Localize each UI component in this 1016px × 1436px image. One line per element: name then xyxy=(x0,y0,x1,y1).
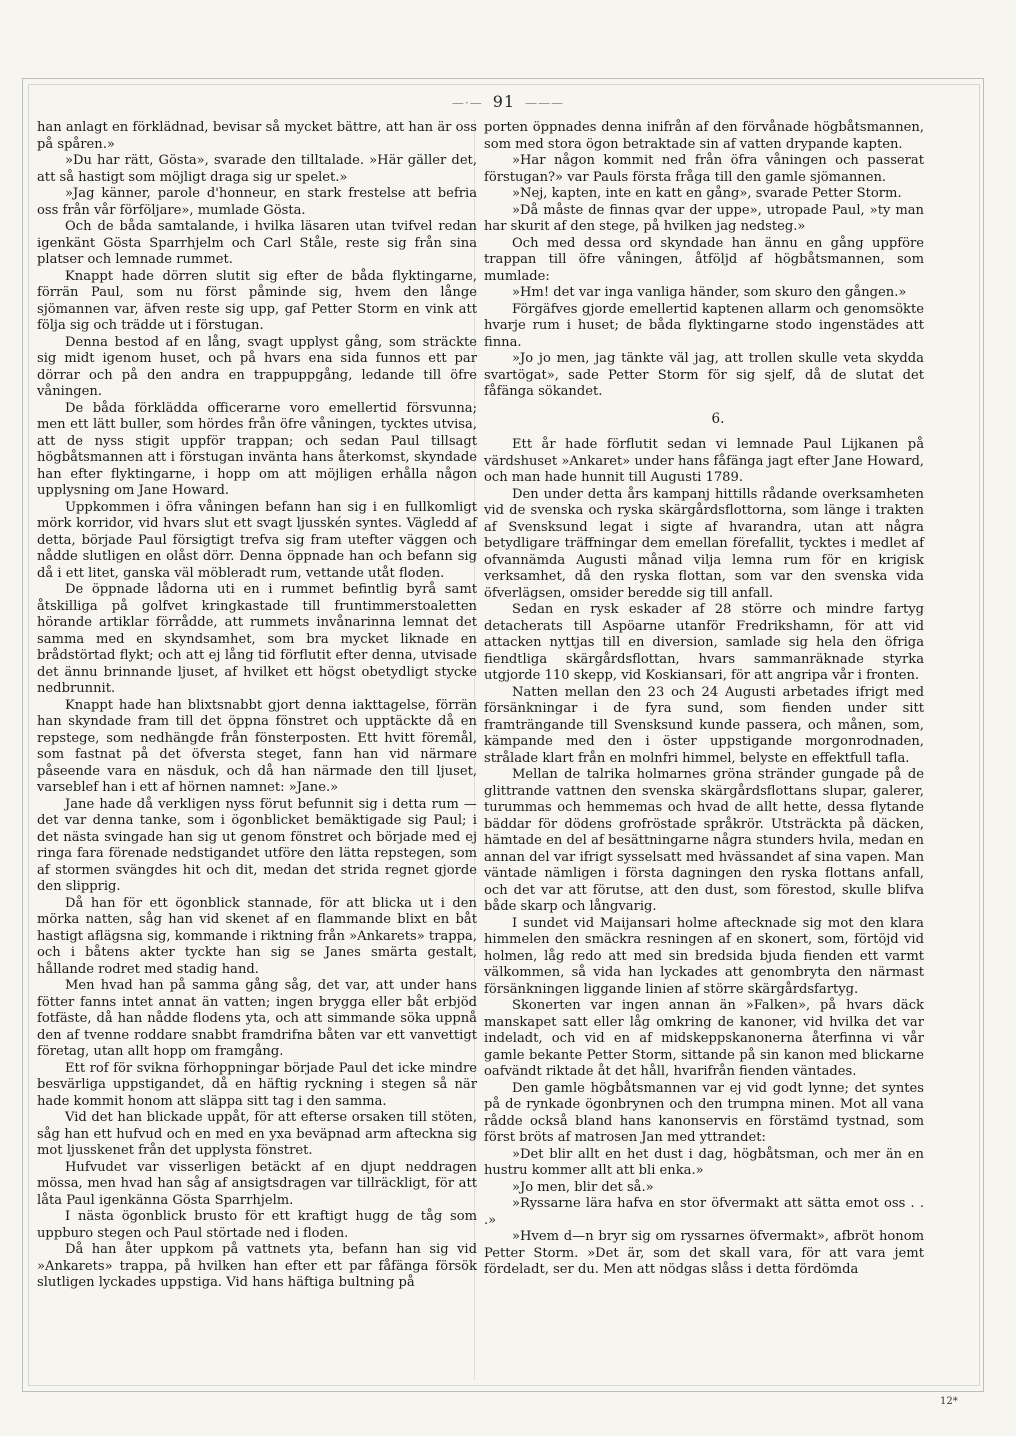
paragraph: Vid det han blickade uppåt, för att efterse orsaken till stöten, såg han ett hufvud och en med en yxa beväpnad arm afteckna sig mot ljusskenet från det upplysta fönstret. xyxy=(37,1110,477,1158)
paragraph: Hufvudet var visserligen betäckt af en djupt neddragen mössa, men hvad han såg af ansigtsdragen var tillräckligt, för att låta Paul igenkänna Gösta Sparrhjelm. xyxy=(37,1159,477,1208)
paragraph: »Det blir allt en het dust i dag, högbåtsman, och mer än en hustru kommer allt att bli enka.» xyxy=(484,1146,924,1178)
paragraph: Knappt hade dörren slutit sig efter de båda flyktingarne, förrän Paul, som nu först påminde sig, hvem den långe sjömannen var, äfven reste sig upp, gaf Petter Storm en vink att följa sig och trädde ut i förstugan. xyxy=(37,268,477,333)
paragraph: Förgäfves gjorde emellertid kaptenen allarm och genomsökte hvarje rum i huset; de båda flyktingarne stodo ingenstädes att finna. xyxy=(484,301,924,350)
paragraph: Knappt hade han blixtsnabbt gjort denna iakttagelse, förrän han skyndade fram till det öppna fönstret och upptäckte då en repstege, som nedhängde från fönsterposten. Ett hvitt föremål, som fastnat på det öfversta steget, fann han vid närmare påseende vara en näsduk, och då han närmade den till ljuset, varseblef han i ett af hörnen namnet: »Jane.» xyxy=(37,697,477,795)
paragraph: Och med dessa ord skyndade han ännu en gång uppföre trappan till öfre våningen, åtföljd af högbåtsmannen, som mumlade: xyxy=(484,235,924,284)
paragraph: Ett rof för svikna förhoppningar började Paul det icke mindre besvärliga uppstigandet, då en häftig ryckning i stegen så när hade kommit honom att släppa sitt tag i den samma. xyxy=(37,1060,477,1109)
paragraph: Då han åter uppkom på vattnets yta, befann han sig vid »Ankarets» trappa, på hvilken han efter ett par fåfänga försök slutligen lyckades uppstiga. Vid hans häftiga bultning på xyxy=(37,1242,477,1290)
chapter-heading: 6. xyxy=(711,410,725,427)
paragraph: Då han för ett ögonblick stannade, för att blicka ut i den mörka natten, såg han vid skenet af en flammande blixt en båt hastigt aflägsna sig, kommande i riktning från »Ankarets» trappa, och i båtens akter tyckte han sig se Janes smärta gestalt, hållande rodret med stadig hand. xyxy=(37,895,477,977)
paragraph: De öppnade lådorna uti en i rummet befintlig byrå samt åtskilliga på golfvet kringkastade till fruntimmerstoaletten hörande artiklar förrådde, att rummets invånarinna lemnat det samma med en skyndsamhet, som bra mycket liknade en brådstörtad flykt; och att ej lång tid förflutit efter denna, utvisade det ännu brinnande ljuset, af hvilket ett högst obetydligt stycke nedbrunnit. xyxy=(37,582,477,696)
paragraph: Den under detta års kampanj hittills rådande overksamheten vid de svenska och ryska skärgårdsflottorna, som länge i trakten af Svensksund legat i sigte af hvarandra, utan att några betydligare träffningar dem emellan förefallit, tycktes i medlet af ofvannämda Augusti månad vilja lemna rum för en krigisk verksamhet, då den ryska flottan, som var den svenska vida öfverlägsen, omsider beredde sig till anfall. xyxy=(484,486,924,601)
paragraph: »Jo jo men, jag tänkte väl jag, att trollen skulle veta skydda svartögat», sade Petter Storm för sig sjelf, då de slutat det fåfänga sökandet. xyxy=(484,351,924,399)
paragraph: Men hvad han på samma gång såg, det var, att under hans fötter fanns intet annat än vatten; ingen brygga eller båt erbjöd fotfäste, då han nådde flodens yta, och att simmande söka uppnå den af tvenne roddare snabbt framdrifna båten var ett vanvettigt företag, utan allt hopp om framgång. xyxy=(37,978,477,1059)
left-column xyxy=(37,120,477,1292)
paragraph: Mellan de talrika holmarnes gröna stränder gungade på de glittrande vattnen den svenska skärgårdsflottans slupar, galerer, turummas och hemmemas och hvad de allt hette, dessa flytande bäddar för dödens grofröstade språkrör. Utsträckta på däcken, hämtade en del af besättningarne några stunders hvila, medan en annan del var ifrigt sysselsatt med hvässandet af sina vapen. Man väntade nämligen i första dagningen den ryska flottans anfall, och det var att förutse, att den dust, som förestod, skulle blifva både skarp och långvarig. xyxy=(484,767,924,914)
paragraph: »Jo men, blir det så.» xyxy=(512,1179,654,1195)
paragraph: »Då måste de finnas qvar der uppe», utropade Paul, »ty man har skurit af den stege, på hvilken jag nedsteg.» xyxy=(484,202,924,234)
paragraph: »Nej, kapten, inte en katt en gång», svarade Petter Storm. xyxy=(512,186,902,201)
paragraph: »Hvem d—n bryr sig om ryssarnes öfvermakt», afbröt honom Petter Storm. »Det är, som det skall vara, för att vara jemt fördeladt, ser du. Men att nödgas slåss i detta fördömda xyxy=(484,1229,924,1277)
paragraph: »Du har rätt, Gösta», svarade den tilltalade. »Här gäller det, att så hastigt som möjligt draga sig ur spelet.» xyxy=(37,153,477,185)
paragraph: Ett år hade förflutit sedan vi lemnade Paul Lijkanen på värdshuset »Ankaret» under hans fåfänga jagt efter Jane Howard, och man hade hunnit till Augusti 1789. xyxy=(484,437,924,485)
paragraph: Natten mellan den 23 och 24 Augusti arbetades ifrigt med försänkningar i de fyra sund, som fienden under sitt framträngande till Svensksund kunde passera, och månen, som, kämpande med den i öster uppstigande morgonrodnaden, strålade klart från en molnfri himmel, belyste en effektfull tafla. xyxy=(484,684,924,766)
right-column xyxy=(484,120,924,1279)
paragraph: »Hm! det var inga vanliga händer, som skuro den gången.» xyxy=(512,285,907,300)
paragraph: »Har någon kommit ned från öfra våningen och passerat förstugan?» var Pauls första fråga till den gamle sjömannen. xyxy=(484,153,924,185)
paragraph: »Ryssarne lära hafva en stor öfvermakt att sätta emot oss . . .» xyxy=(484,1196,924,1228)
paragraph: Denna bestod af en lång, svagt upplyst gång, som sträckte sig midt igenom huset, och på hvars ena sida funnos ett par dörrar och på den andra en trappuppgång, ledande till öfre våningen. xyxy=(37,334,477,399)
page-number-text: 91 xyxy=(492,92,516,111)
paragraph: Skonerten var ingen annan än »Falken», på hvars däck manskapet satt eller låg omkring de kanoner, vid hvilka det var indeladt, och vid en af midskeppskanonerna återfinna vi vår gamle bekante Petter Storm, sittande på sin kanon med blickarne oafvändt riktade åt det håll, hvarifrån fienden väntades. xyxy=(484,998,924,1079)
paragraph: Och de båda samtalande, i hvilka läsaren utan tvifvel redan igenkänt Gösta Sparrhjelm och Carl Ståle, reste sig från sina platser och lemnade rummet. xyxy=(37,219,477,267)
paragraph: Den gamle högbåtsmannen var ej vid godt lynne; det syntes på de rynkade ögonbrynen och den trumpna minen. Mot all vana rådde också bland hans kanonservis en förstämd tystnad, som först bröts af matrosen Jan med yttrandet: xyxy=(484,1080,924,1145)
paragraph: De båda förklädda officerarne voro emellertid försvunna; men ett lätt buller, som hördes från öfre våningen, tycktes utvisa, att de nyss stigit uppför trappan; och sedan Paul tillsagt högbåtsmannen att i förstugan invänta hans återkomst, skyndade han efter flyktingarne, i hopp om att möjligen erhålla någon upplysning om Jane Howard. xyxy=(37,400,477,498)
paragraph: I nästa ögonblick brusto för ett kraftigt hugg de tåg som uppburo stegen och Paul störtade ned i floden. xyxy=(37,1209,477,1241)
paragraph: porten öppnades denna inifrån af den förvånade högbåtsmannen, som med stora ögon betraktade sin af vatten drypande kapten. xyxy=(484,120,924,152)
paragraph: Jane hade då verkligen nyss förut befunnit sig i detta rum — det var denna tanke, som i ögonblicket bemäktigade sig Paul; i det nästa svingade han sig ut genom fönstret och började med ej ringa fara förenade nedstigandet utföre den lätta repstegen, som af stormen svängdes hit och dit, medan det strida regnet gjorde den slipprig. xyxy=(37,796,477,894)
paragraph: han anlagt en förklädnad, bevisar så mycket bättre, att han är oss på spåren.» xyxy=(37,120,477,152)
paragraph: Uppkommen i öfra våningen befann han sig i en fullkomligt mörk korridor, vid hvars slut ett svagt ljusskén syntes. Vägledd af detta, började Paul försigtigt trefva sig fram utefter väggen och nådde slutligen en olåst dörr. Denna öppnade han och befann sig då i ett litet, ganska väl möbleradt rum, vettande utåt floden. xyxy=(37,499,477,581)
paragraph: I sundet vid Maijansari holme aftecknade sig mot den klara himmelen den smäckra resningen af en skonert, som, förtöjd vid holmen, låg redo att med sin bredsida bjuda fienden ett varmt välkommen, så vida han lyckades att genombryta den närmast försänkningen liggande linien af större skärgårdsfartyg. xyxy=(484,915,924,997)
signature-mark: 12* xyxy=(940,1396,958,1407)
paragraph: »Jag känner, parole d'honneur, en stark frestelse att befria oss från vår förföljare», mumlade Gösta. xyxy=(37,186,477,218)
page-number: —·— 91 ——— xyxy=(451,92,565,111)
paragraph: Sedan en rysk eskader af 28 större och mindre fartyg detacherats till Aspöarne utanför Fredrikshamn, för att vid attacken nyttjas till en diversion, samlade sig hela den öfriga fiendtliga skärgårdsflottan, hvars sammanräknade styrka utgjorde 110 skepp, vid Koskiansari, för att angripa vår i fronten. xyxy=(484,602,924,683)
